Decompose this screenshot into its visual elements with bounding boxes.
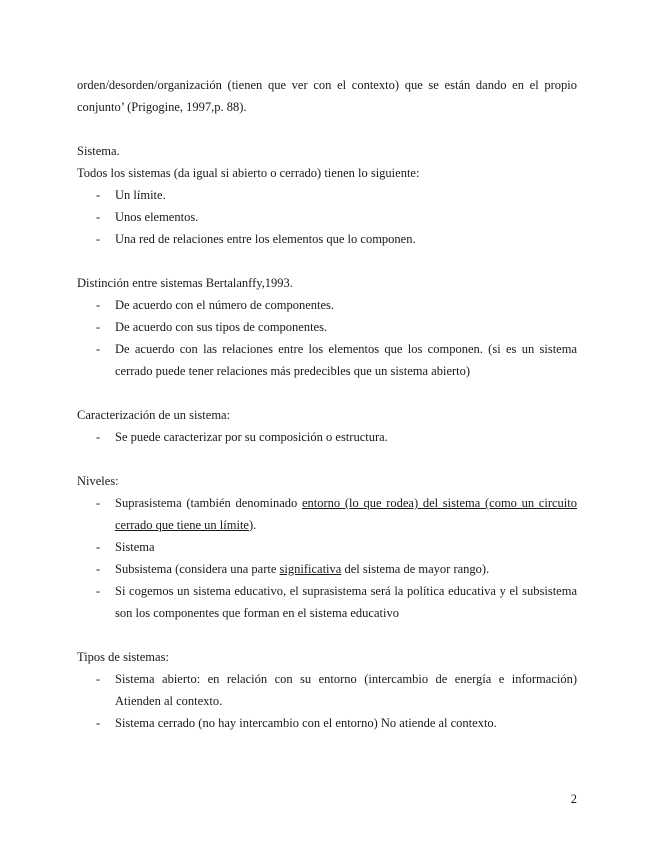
distincion-list xyxy=(77,294,577,382)
caracterizacion-heading: Caracterización de un sistema: xyxy=(77,408,231,422)
underlined-text: entorno (lo que rodea) del sistema (como un circuito cerrado que tiene un límite xyxy=(115,496,577,532)
list-item: - Se puede caracterizar por su composición o estructura. xyxy=(77,426,577,448)
list-item: - Unos elementos. xyxy=(77,206,577,228)
list-item: - Sistema xyxy=(77,536,577,558)
niveles-list xyxy=(77,492,577,624)
spacer xyxy=(77,382,577,404)
list-item: - Un límite. xyxy=(77,184,577,206)
tipos-list xyxy=(77,668,577,734)
list-item: - Si cogemos un sistema educativo, el suprasistema será la política educativa y el subsistema son los componentes que forman en el sistema educativo xyxy=(77,580,577,624)
sistema-subheading: Todos los sistemas (da igual si abierto o cerrado) tienen lo siguiente: xyxy=(77,166,420,180)
list-item: - Suprasistema (también denominado entorno (lo que rodea) del sistema (como un circuito cerrado que tiene un límite). xyxy=(77,492,577,536)
dash-bullet: - xyxy=(96,562,101,576)
list-item: - De acuerdo con el número de componentes. xyxy=(77,294,577,316)
list-item: - Sistema abierto: en relación con su entorno (intercambio de energía e información) Atienden al contexto. xyxy=(77,668,577,712)
intro-paragraph: orden/desorden/organización (tienen que ver con el contexto) que se están dando en el propio conjunto’ (Prigogine, 1997,p. 88). xyxy=(77,78,577,114)
dash-bullet: - xyxy=(96,298,101,312)
list-item: - Sistema cerrado (no hay intercambio con el entorno) No atiende al contexto. xyxy=(77,712,577,734)
spacer xyxy=(77,624,577,646)
dash-bullet: - xyxy=(96,584,101,598)
sistema-heading: Sistema. xyxy=(77,144,120,158)
distincion-heading: Distinción entre sistemas Bertalanffy,1993. xyxy=(77,276,293,290)
dash-bullet: - xyxy=(96,540,101,554)
caracterizacion-list xyxy=(77,426,577,448)
dash-bullet: - xyxy=(96,342,101,356)
dash-bullet: - xyxy=(96,232,101,246)
dash-bullet: - xyxy=(96,496,101,510)
dash-bullet: - xyxy=(96,188,101,202)
spacer xyxy=(77,118,577,140)
underlined-text: significativa xyxy=(279,562,342,576)
document-page xyxy=(77,74,577,734)
list-item: - Subsistema (considera una parte significativa del sistema de mayor rango). xyxy=(77,558,577,580)
niveles-heading: Niveles: xyxy=(77,474,119,488)
spacer xyxy=(77,448,577,470)
dash-bullet: - xyxy=(96,672,101,686)
dash-bullet: - xyxy=(96,320,101,334)
sistema-list xyxy=(77,184,577,250)
tipos-heading: Tipos de sistemas: xyxy=(77,650,169,664)
list-item: - Una red de relaciones entre los elementos que lo componen. xyxy=(77,228,577,250)
page-number: 2 xyxy=(570,792,577,806)
spacer xyxy=(77,250,577,272)
dash-bullet: - xyxy=(96,210,101,224)
dash-bullet: - xyxy=(96,716,101,730)
dash-bullet: - xyxy=(96,430,101,444)
list-item: - De acuerdo con sus tipos de componentes. xyxy=(77,316,577,338)
list-item: - De acuerdo con las relaciones entre los elementos que los componen. (si es un sistema cerrado puede tener relaciones más predecibles que un sistema abierto) xyxy=(77,338,577,382)
